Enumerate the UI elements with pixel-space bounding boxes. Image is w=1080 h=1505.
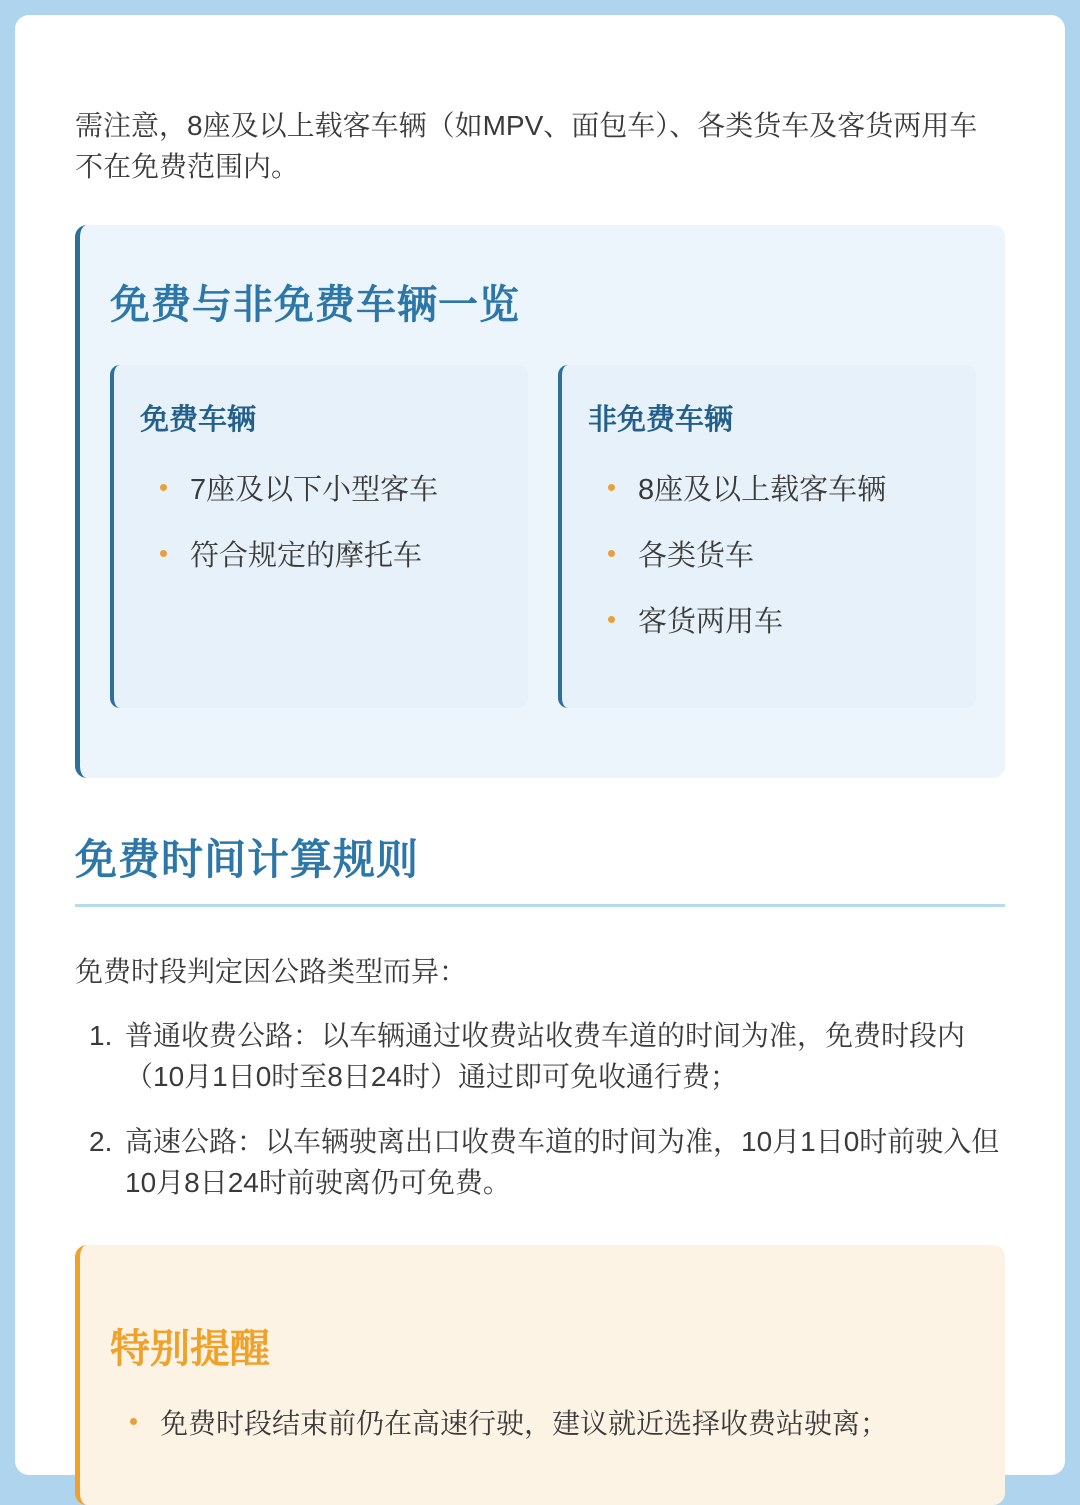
rule-item <box>75 1015 1005 1097</box>
list-item: 各类货车 <box>588 533 886 599</box>
time-rules-intro: 免费时段判定因公路类型而异： <box>75 956 468 987</box>
rule-number: 2. <box>89 1126 113 1157</box>
rule-text: 高速公路：以车辆驶离出口收费车道的时间为准，10月1日0时前驶入但10月8日24时前驶离仍可免费。 <box>125 1126 1000 1198</box>
special-notice-box <box>75 1245 1005 1505</box>
rule-number: 1. <box>89 1020 113 1051</box>
non-free-vehicles-title: 非免费车辆 <box>588 404 734 436</box>
notice-list <box>110 1402 888 1442</box>
rule-text: 普通收费公路：以车辆通过收费站收费车道的时间为准，免费时段内（10月1日0时至8日24时）通过即可免收通行费； <box>125 1020 966 1092</box>
list-item: 7座及以下小型客车 <box>140 467 438 533</box>
notice-title: 特别提醒 <box>110 1327 270 1371</box>
free-vehicles-title: 免费车辆 <box>140 404 257 436</box>
page-frame <box>15 15 1065 1475</box>
intro-paragraph: 需注意，8座及以上载客车辆（如MPV、面包车）、各类货车及客货两用车不在免费范围内。 <box>75 110 978 182</box>
free-vehicles-list <box>140 467 438 599</box>
non-free-vehicles-card <box>558 365 976 708</box>
vehicle-overview-title: 免费与非免费车辆一览 <box>110 283 520 327</box>
list-item: 8座及以上载客车辆 <box>588 467 886 533</box>
list-item: 免费时段结束前仍在高速行驶，建议就近选择收费站驶离； <box>110 1402 888 1442</box>
non-free-vehicles-list <box>588 467 886 665</box>
time-rules-list <box>75 1015 1005 1227</box>
rule-item <box>75 1121 1005 1203</box>
list-item: 客货两用车 <box>588 599 886 665</box>
vehicle-overview-box <box>75 225 1005 778</box>
section-divider <box>75 904 1005 907</box>
list-item: 符合规定的摩托车 <box>140 533 438 599</box>
free-vehicles-card <box>110 365 528 708</box>
time-rules-title: 免费时间计算规则 <box>75 836 420 883</box>
